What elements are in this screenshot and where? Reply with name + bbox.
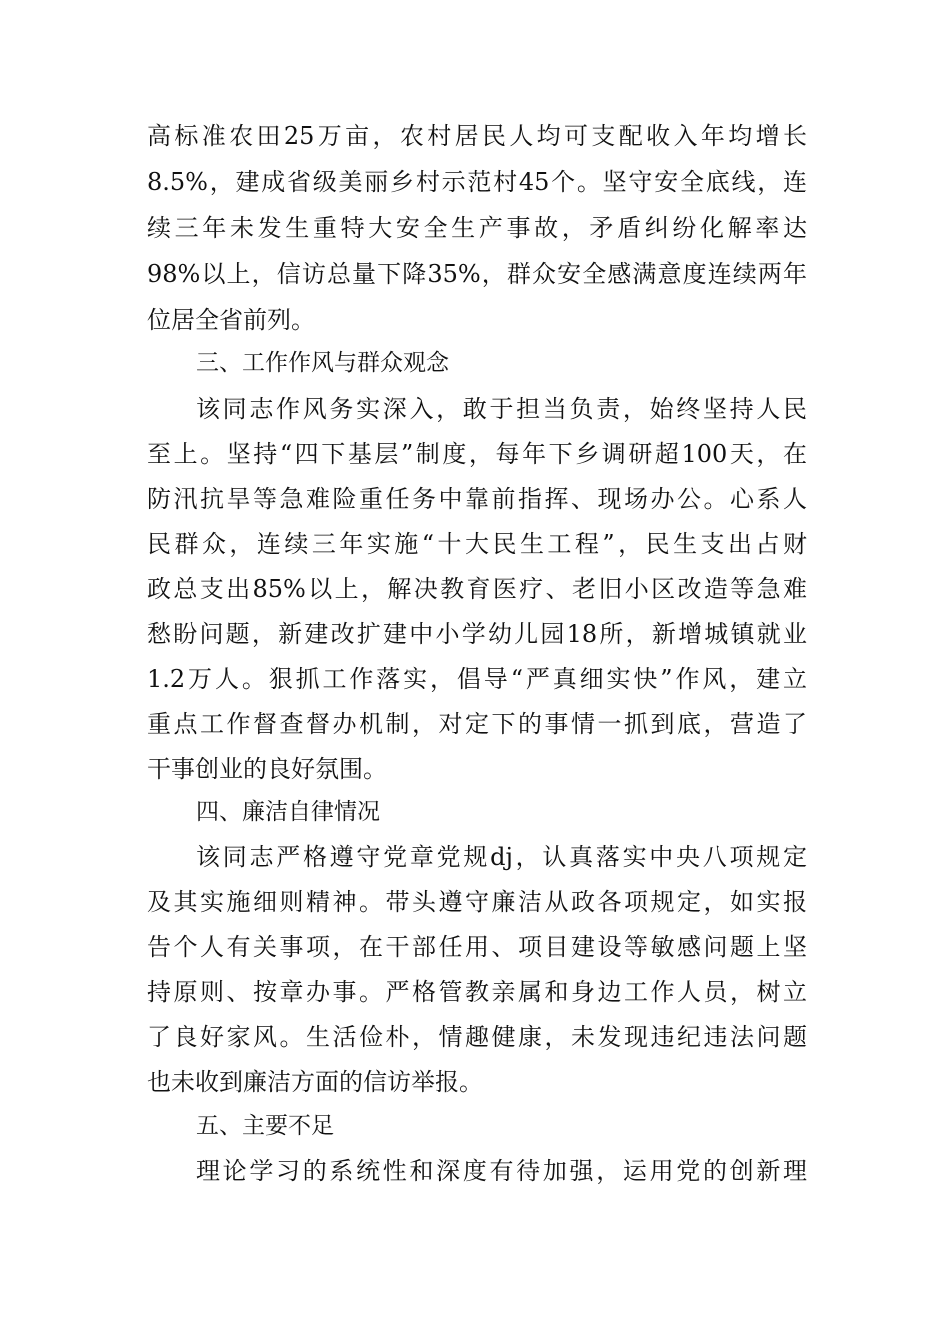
- paragraph-line: 政总支出85%以上，解决教育医疗、老旧小区改造等急难: [147, 575, 807, 603]
- paragraph-line: 位居全省前列。: [147, 306, 315, 334]
- paragraph-line: 也未收到廉洁方面的信访举报。: [147, 1068, 483, 1096]
- section-heading-integrity: 四、廉洁自律情况: [196, 799, 380, 825]
- paragraph-line: 持原则、按章办事。严格管教亲属和身边工作人员，树立: [147, 978, 807, 1006]
- paragraph-line: 98%以上，信访总量下降35%，群众安全感满意度连续两年: [147, 260, 807, 288]
- paragraph-line: 理论学习的系统性和深度有待加强，运用党的创新理: [196, 1157, 807, 1185]
- paragraph-line: 干事创业的良好氛围。: [147, 755, 387, 783]
- paragraph-line: 至上。坚持“四下基层”制度，每年下乡调研超100天，在: [147, 440, 807, 468]
- paragraph-line: 愁盼问题，新建改扩建中小学幼儿园18所，新增城镇就业: [147, 620, 807, 648]
- paragraph-line: 8.5%，建成省级美丽乡村示范村45个。坚守安全底线，连: [147, 168, 807, 196]
- paragraph-line: 防汛抗旱等急难险重任务中靠前指挥、现场办公。心系人: [147, 485, 807, 513]
- paragraph-line: 该同志严格遵守党章党规dj，认真落实中央八项规定: [196, 843, 807, 871]
- paragraph-line: 该同志作风务实深入，敢于担当负责，始终坚持人民: [196, 395, 807, 423]
- paragraph-line: 了良好家风。生活俭朴，情趣健康，未发现违纪违法问题: [147, 1023, 807, 1051]
- paragraph-line: 告个人有关事项，在干部任用、项目建设等敏感问题上坚: [147, 933, 807, 961]
- paragraph-line: 及其实施细则精神。带头遵守廉洁从政各项规定，如实报: [147, 888, 807, 916]
- paragraph-line: 民群众，连续三年实施“十大民生工程”，民生支出占财: [147, 530, 807, 558]
- section-heading-shortcomings: 五、主要不足: [196, 1113, 334, 1139]
- paragraph-line: 高标准农田25万亩，农村居民人均可支配收入年均增长: [147, 122, 807, 150]
- section-heading-work-style: 三、工作作风与群众观念: [196, 350, 449, 376]
- paragraph-line: 1.2万人。狠抓工作落实，倡导“严真细实快”作风，建立: [147, 665, 807, 693]
- paragraph-line: 重点工作督查督办机制，对定下的事情一抓到底，营造了: [147, 710, 807, 738]
- paragraph-line: 续三年未发生重特大安全生产事故，矛盾纠纷化解率达: [147, 214, 807, 242]
